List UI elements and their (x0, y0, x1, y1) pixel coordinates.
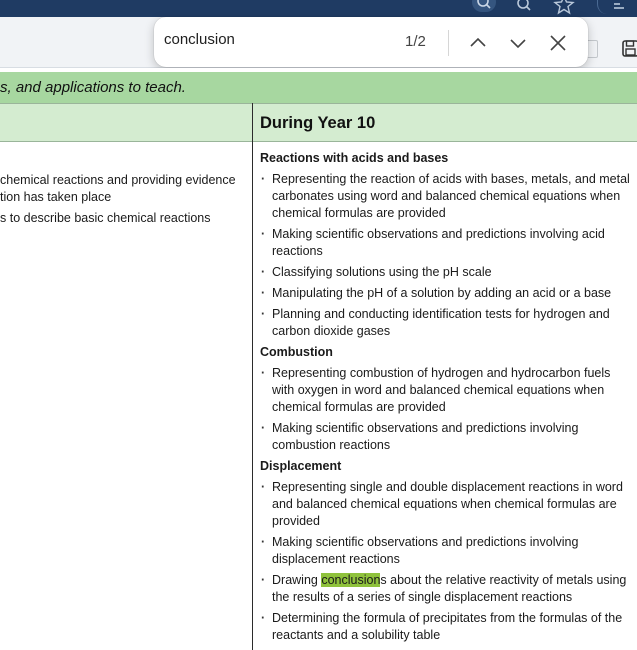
section-heading-displacement: Displacement (260, 459, 342, 473)
list-item: · Manipulating the pH of a solution by adding an acid or a base (260, 285, 635, 302)
section-heading-combustion: Combustion (260, 345, 333, 359)
left-column (0, 172, 246, 227)
list-item-with-match (260, 572, 635, 606)
column-header-year-10: During Year 10 (260, 114, 376, 132)
list-item: · Making scientific observations and predictions involving acid reactions (260, 226, 635, 260)
left-column-line: s to describe basic chemical reactions (0, 211, 211, 225)
left-column-line: chemical reactions and providing evidence (0, 173, 236, 187)
right-column (260, 150, 635, 648)
section-heading-acids-bases: Reactions with acids and bases (260, 151, 449, 165)
list-item: · Making scientific observations and predictions involving displacement reactions (260, 534, 635, 568)
left-column-line: tion has taken place (0, 190, 112, 204)
column-divider (252, 103, 253, 650)
find-divider (448, 30, 449, 56)
match-prefix: Drawing (272, 573, 322, 587)
list-item: · Representing single and double displacement reactions in word and balanced chemical equations when chemical formulas are provided (260, 479, 635, 530)
match-suffix: s about the relative reactivity of metals using the results of a series of single displacement reactions (272, 573, 627, 604)
find-match-count: 1/2 (405, 33, 426, 50)
find-close-button[interactable] (544, 29, 572, 57)
displacement-list (260, 479, 635, 644)
banner-row (0, 72, 637, 103)
reading-list-icon[interactable] (610, 0, 632, 16)
search-highlight: conclusion (321, 573, 381, 587)
save-icon[interactable] (620, 38, 637, 60)
list-item: · Making scientific observations and predictions involving combustion reactions (260, 420, 635, 454)
close-icon (548, 33, 568, 53)
find-active-icon[interactable] (472, 0, 496, 12)
favorite-star-icon[interactable] (553, 0, 575, 16)
find-input[interactable] (164, 31, 384, 48)
list-item: · Classifying solutions using the pH scale (260, 264, 635, 281)
combustion-list (260, 365, 635, 454)
list-item: · Representing the reaction of acids with bases, metals, and metal carbonates using word and balanced chemical equations when chemical formulas are provided (260, 171, 635, 222)
find-previous-button[interactable] (464, 29, 492, 57)
find-next-button[interactable] (504, 29, 532, 57)
title-bar (0, 0, 637, 17)
search-icon[interactable] (513, 0, 535, 16)
document-viewport[interactable] (0, 68, 637, 650)
list-item: · Representing combustion of hydrogen and hydrocarbon fuels with oxygen in word and balanced chemical equations when chemical formulas are provided (260, 365, 635, 416)
chevron-up-icon (468, 33, 488, 53)
banner-text: s, and applications to teach. (0, 79, 186, 96)
list-item: · Planning and conducting identification tests for hydrogen and carbon dioxide gases (260, 306, 635, 340)
table-header-row (0, 103, 637, 142)
list-item: · Determining the formula of precipitates from the formulas of the reactants and a solubility table (260, 610, 635, 644)
find-bar (154, 17, 588, 67)
chevron-down-icon (508, 33, 528, 53)
acids-bases-list (260, 171, 635, 340)
